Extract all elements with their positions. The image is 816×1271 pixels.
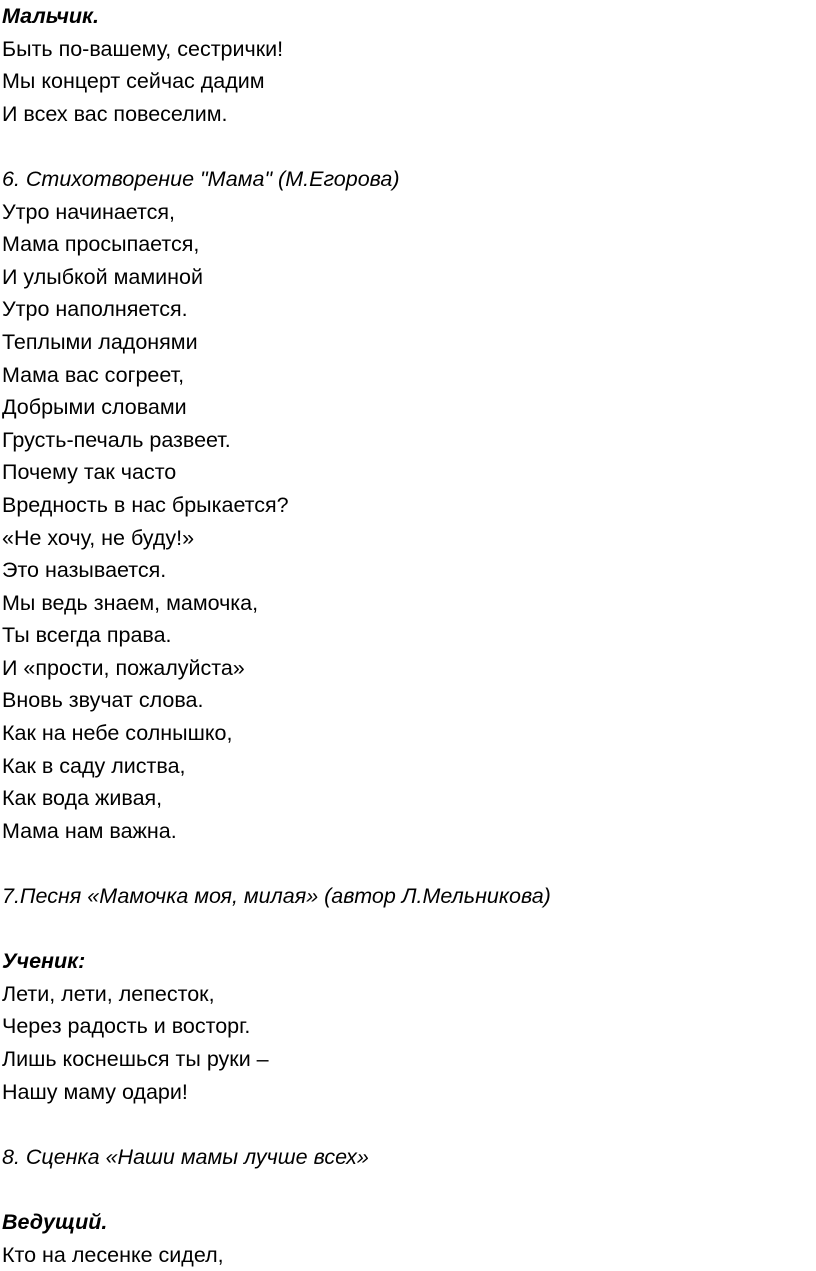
poem-line: Утро наполняется.	[2, 297, 188, 322]
poem-line: Как на небе солнышко,	[2, 721, 233, 746]
poem-line: Грусть-печаль развеет.	[2, 427, 231, 452]
poem-line: Мы ведь знаем, мамочка,	[2, 590, 259, 615]
poem-line: Утро начинается,	[2, 199, 176, 224]
section-heading: 6. Стихотворение "Мама" (М.Егорова)	[2, 166, 400, 191]
poem-line: Почему так часто	[2, 460, 177, 485]
section-heading: 8. Сценка «Наши мамы лучше всех»	[2, 1144, 369, 1169]
poem-line: И всех вас повеселим.	[2, 101, 228, 126]
blank-line	[2, 1108, 812, 1141]
document-page	[2, 0, 812, 1271]
poem-line: Мы концерт сейчас дадим	[2, 69, 265, 94]
poem-line: Нашу маму одари!	[2, 1079, 188, 1104]
poem-line: Как в саду листва,	[2, 753, 186, 778]
speaker-label: Ученик:	[2, 949, 86, 974]
section-heading: 7.Песня «Мамочка моя, милая» (автор Л.Мельникова)	[2, 884, 551, 909]
poem-line: Мама просыпается,	[2, 232, 200, 257]
poem-line: Мама нам важна.	[2, 818, 177, 843]
poem-line: Это называется.	[2, 558, 167, 583]
poem-line: Быть по-вашему, сестрички!	[2, 36, 284, 61]
poem-line: Вновь звучат слова.	[2, 688, 204, 713]
poem-line: Мама вас согреет,	[2, 362, 185, 387]
poem-line: Лети, лети, лепесток,	[2, 981, 215, 1006]
speaker-label: Ведущий.	[2, 1209, 108, 1234]
blank-line	[2, 1173, 812, 1206]
poem-line: Теплыми ладонями	[2, 329, 198, 354]
poem-line: И «прости, пожалуйста»	[2, 655, 245, 680]
speaker-label: Мальчик.	[2, 4, 99, 28]
poem-line: Добрыми словами	[2, 395, 187, 420]
poem-line: Ты всегда права.	[2, 623, 172, 648]
blank-line	[2, 913, 812, 946]
poem-line: «Не хочу, не буду!»	[2, 525, 195, 550]
poem-line: Лишь коснешься ты руки –	[2, 1047, 269, 1071]
poem-line: И улыбкой маминой	[2, 264, 203, 289]
poem-line: Как вода живая,	[2, 786, 163, 811]
blank-line	[2, 130, 812, 163]
poem-line: Вредность в нас брыкается?	[2, 492, 289, 517]
poem-line: Через радость и восторг.	[2, 1014, 251, 1039]
poem-line: Кто на лесенке сидел,	[2, 1242, 224, 1267]
blank-line	[2, 847, 812, 880]
